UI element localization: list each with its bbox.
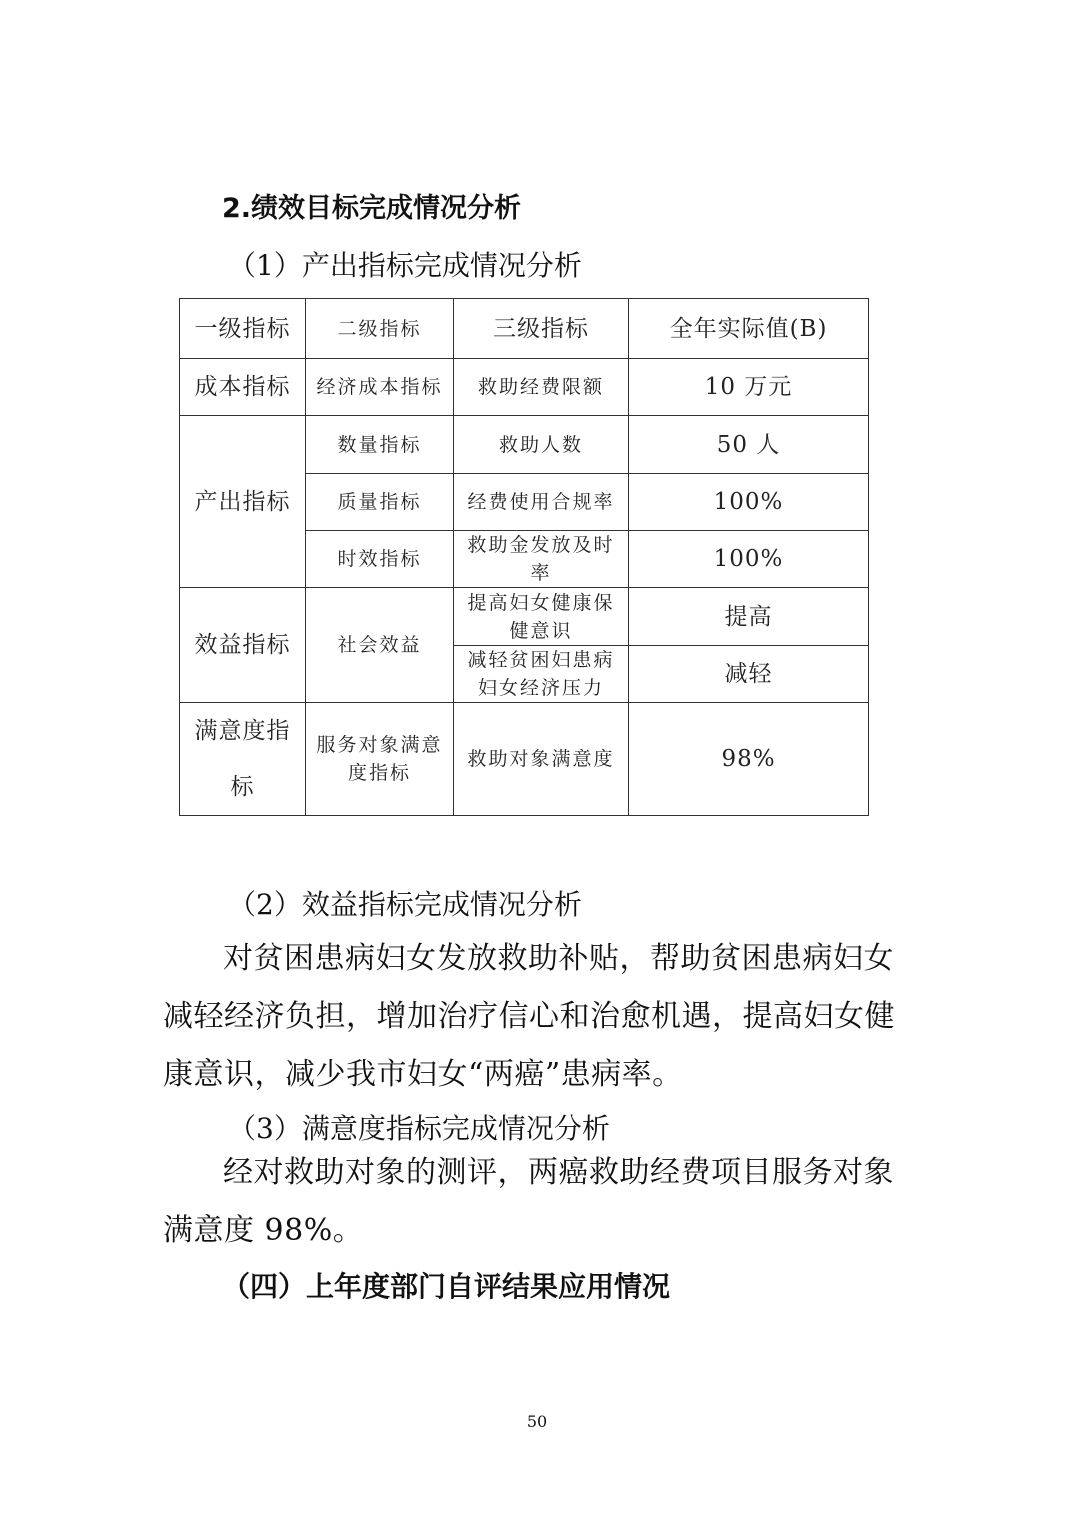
cell-level3: 救助人数 (454, 416, 629, 474)
cell-level1: 成本指标 (180, 359, 306, 416)
table-row (180, 359, 869, 416)
header-level2: 二级指标 (306, 299, 454, 359)
page-number: 50 (526, 1412, 548, 1431)
cell-value: 减轻 (629, 646, 869, 703)
cell-level3: 提高妇女健康保健意识 (454, 588, 629, 646)
subsection-benefit: （2）效益指标完成情况分析 (228, 888, 582, 921)
cell-level2: 质量指标 (306, 474, 454, 531)
header-level3: 三级指标 (454, 299, 629, 359)
header-value: 全年实际值(B) (629, 299, 869, 359)
paragraph-satisfaction: 经对救助对象的测评，两癌救助经费项目服务对象满意度 98%。 (163, 1155, 894, 1248)
table-row (180, 416, 869, 474)
cell-value: 100% (629, 531, 869, 588)
paragraph-benefit: 对贫困患病妇女发放救助补贴，帮助贫困患病妇女减轻经济负担，增加治疗信心和治愈机遇，提高妇女健康意识，减少我市妇女“两癌”患病率。 (163, 941, 895, 1092)
cell-level3: 救助对象满意度 (454, 703, 629, 816)
section-four-title: （四）上年度部门自评结果应用情况 (222, 1270, 671, 1303)
cell-level1: 效益指标 (180, 588, 306, 703)
cell-level3: 救助经费限额 (454, 359, 629, 416)
section-title: 2.绩效目标完成情况分析 (222, 193, 522, 224)
cell-value: 100% (629, 474, 869, 531)
cell-level2: 社会效益 (306, 588, 454, 703)
cell-level3: 救助金发放及时率 (454, 531, 629, 588)
table-header-row (180, 299, 869, 359)
cell-value: 50 人 (629, 416, 869, 474)
cell-level2: 经济成本指标 (306, 359, 454, 416)
cell-level1: 满意度指标 (180, 703, 306, 816)
subsection-satisfaction: （3）满意度指标完成情况分析 (228, 1112, 610, 1145)
cell-value: 10 万元 (629, 359, 869, 416)
cell-level1: 产出指标 (180, 416, 306, 588)
table-row (180, 703, 869, 816)
cell-level2: 时效指标 (306, 531, 454, 588)
cell-level2: 服务对象满意度指标 (306, 703, 454, 816)
header-level1: 一级指标 (180, 299, 306, 359)
cell-level3: 经费使用合规率 (454, 474, 629, 531)
table-row (180, 588, 869, 646)
performance-table (179, 298, 869, 816)
cell-level3: 减轻贫困妇患病妇女经济压力 (454, 646, 629, 703)
subsection-output: （1）产出指标完成情况分析 (228, 249, 582, 282)
cell-level2: 数量指标 (306, 416, 454, 474)
cell-value: 提高 (629, 588, 869, 646)
cell-value: 98% (629, 703, 869, 816)
